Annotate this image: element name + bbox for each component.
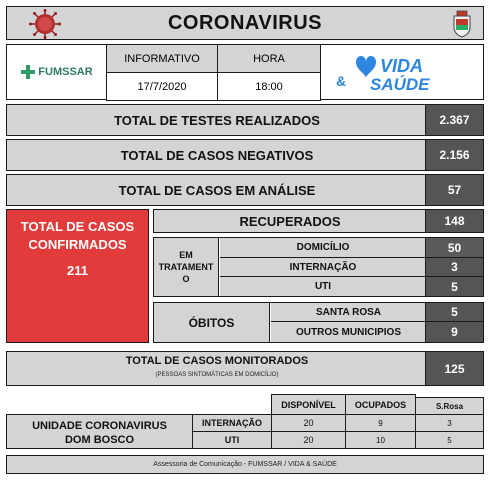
treatment-icu-label: UTI (220, 277, 426, 296)
monitored-row (6, 351, 484, 386)
recovered-row (153, 209, 484, 233)
total-analysis-value: 57 (425, 175, 483, 205)
total-tests-label: TOTAL DE TESTES REALIZADOS (114, 112, 320, 128)
unit-row-hospital-available: 20 (271, 414, 346, 432)
deaths-block (153, 302, 484, 343)
fumssar-logo-text: FUMSSAR (38, 66, 93, 78)
unit-header-srosa: S.Rosa (415, 397, 484, 415)
recovered-value: 148 (425, 210, 483, 232)
unit-row-hospital-srosa: 3 (415, 414, 484, 432)
treatment-home-label: DOMICÍLIO (220, 238, 426, 258)
time-value: 18:00 (217, 72, 321, 101)
treatment-hospital-value: 3 (425, 258, 483, 277)
total-analysis-row (6, 174, 484, 206)
treatment-hospital-label: INTERNAÇÃO (220, 258, 426, 277)
coronavirus-icon (23, 9, 67, 39)
total-analysis-label: TOTAL DE CASOS EM ANÁLISE (118, 182, 316, 198)
deaths-label: ÓBITOS (154, 303, 270, 342)
vida-logo-amp: & (336, 73, 347, 89)
unit-row-hospital-label: INTERNAÇÃO (192, 414, 272, 432)
unit-header-available: DISPONÍVEL (271, 394, 346, 415)
unit-name-line1: UNIDADE CORONAVIRUS (32, 420, 167, 432)
confirmed-label-line2: CONFIRMADOS (28, 237, 127, 252)
confirmed-label-line1: TOTAL DE CASOS (20, 219, 135, 234)
hora-label: HORA (217, 44, 321, 73)
treatment-label-line3: O (182, 274, 190, 284)
unit-header-occupied: OCUPADOS (345, 394, 416, 415)
page-title: CORONAVIRUS (167, 11, 323, 34)
monitored-sublabel: (PESSOAS SINTOMÁTICAS EM DOMICÍLIO) (155, 372, 279, 378)
unit-name-cell (6, 414, 193, 449)
treatment-block (153, 237, 484, 297)
deaths-santa-rosa-label: SANTA ROSA (271, 303, 426, 322)
deaths-other-value: 9 (425, 322, 483, 342)
total-negative-label: TOTAL DE CASOS NEGATIVOS (120, 147, 314, 163)
deaths-other-label: OUTROS MUNICIPIOS (271, 322, 426, 342)
unit-row-icu-label: UTI (192, 431, 272, 449)
unit-row-icu-srosa: 5 (415, 431, 484, 449)
total-negative-row (6, 139, 484, 171)
footer-bar (6, 455, 484, 474)
monitored-value: 125 (425, 352, 483, 385)
recovered-label: RECUPERADOS (239, 213, 341, 229)
treatment-label-line1: EM (179, 250, 193, 260)
vida-logo-line2: SAÚDE (370, 75, 430, 94)
municipal-crest-icon (451, 10, 473, 38)
vida-logo-line1: VIDA (380, 56, 424, 76)
info-row (6, 44, 484, 100)
fumssar-cross-icon (21, 65, 35, 79)
vida-saude-logo (321, 47, 481, 97)
footer-text: Assessoria de Comunicação - FUMSSAR / VIDA & SAÚDE (153, 461, 337, 468)
fumssar-logo (9, 47, 105, 97)
treatment-home-value: 50 (425, 238, 483, 258)
unit-row-hospital-occupied: 9 (345, 414, 416, 432)
unit-row-icu-available: 20 (271, 431, 346, 449)
date-value: 17/7/2020 (106, 72, 218, 101)
treatment-icu-value: 5 (425, 277, 483, 296)
confirmed-cases-box (6, 209, 149, 343)
informativo-label: INFORMATIVO (106, 44, 218, 73)
deaths-santa-rosa-value: 5 (425, 303, 483, 322)
confirmed-value: 211 (67, 263, 88, 278)
total-tests-value: 2.367 (425, 105, 483, 135)
unit-row-icu-occupied: 10 (345, 431, 416, 449)
monitored-label: TOTAL DE CASOS MONITORADOS (125, 355, 309, 367)
header-bar (6, 6, 484, 40)
unit-name-line2: DOM BOSCO (64, 434, 135, 446)
treatment-label-line2: TRATAMENT (158, 262, 214, 272)
total-negative-value: 2.156 (425, 140, 483, 170)
total-tests-row (6, 104, 484, 136)
